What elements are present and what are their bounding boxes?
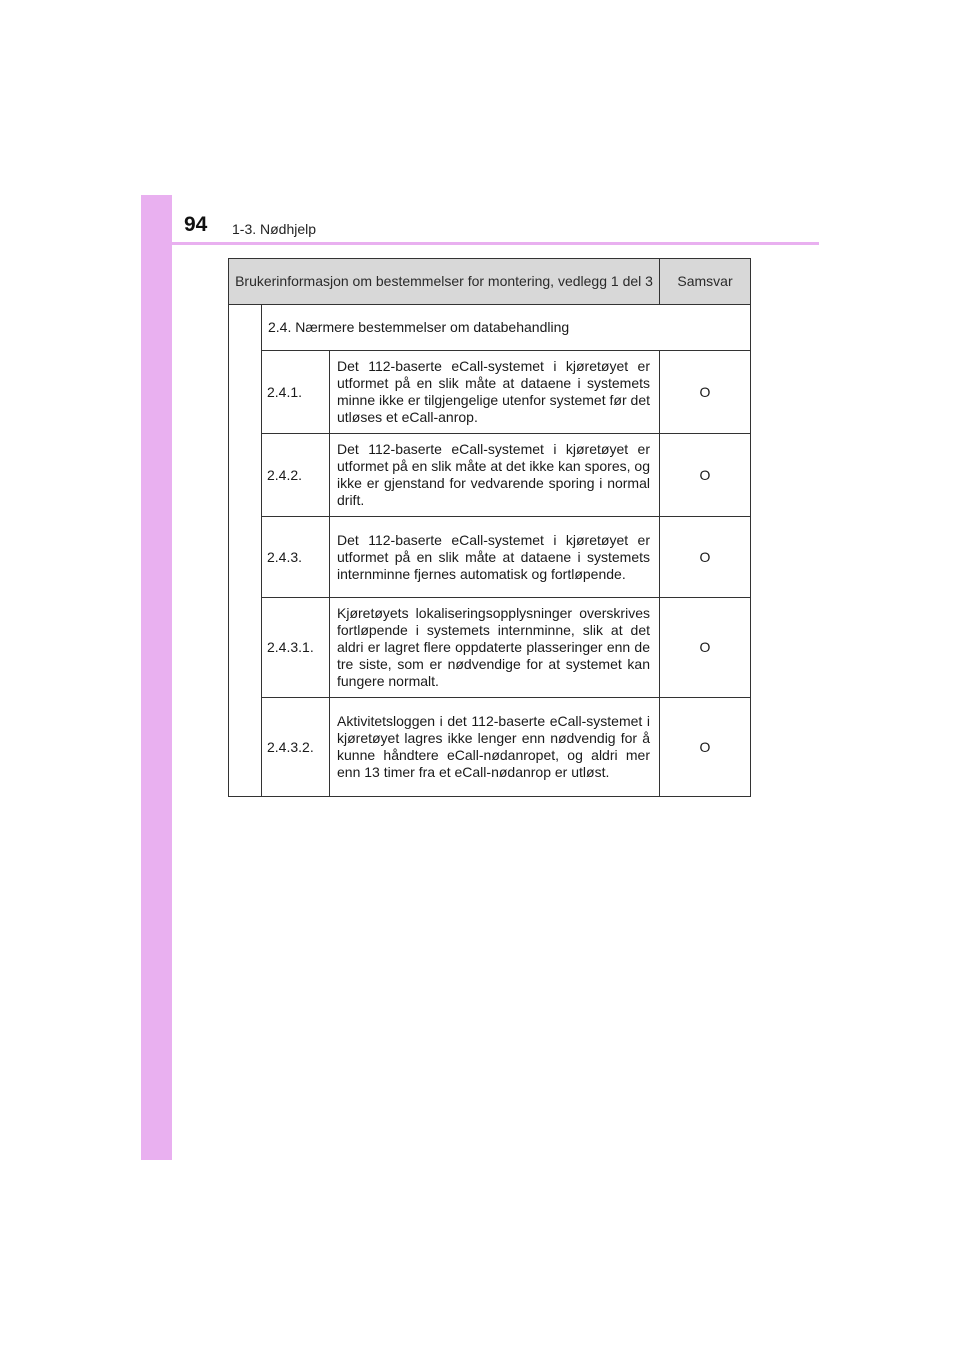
table-header-row [229,259,751,305]
table-row [229,698,751,797]
header-rule [141,242,819,245]
row-number: 2.4.3.1. [262,598,330,698]
indent-cell [229,305,262,797]
row-number: 2.4.3. [262,517,330,598]
row-status: O [660,698,751,797]
row-status: O [660,434,751,517]
row-text: Det 112-baserte eCall-systemet i kjøretøyet er utformet på en slik måte at dataene i systemets minne ikke er tilgjengelige utenfor systemet før det utløses et eCall-anrop. [330,351,660,434]
row-text: Det 112-baserte eCall-systemet i kjøretøyet er utformet på en slik måte at dataene i systemets internminne fjernes automatisk og fortløpende. [330,517,660,598]
table-row [229,598,751,698]
subsection-heading: 2.4. Nærmere bestemmelser om databehandling [262,305,751,351]
table-row [229,434,751,517]
row-number: 2.4.1. [262,351,330,434]
row-number: 2.4.3.2. [262,698,330,797]
row-text: Kjøretøyets lokaliseringsopplysninger overskrives fortløpende i systemets internminne, slik at det aldri er lagret flere oppdaterte plasseringer enn de tre siste, som er nødvendige for at systemet kan fungere normalt. [330,598,660,698]
table-header-main: Brukerinformasjon om bestemmelser for montering, vedlegg 1 del 3 [229,259,660,305]
row-text: Aktivitetsloggen i det 112-baserte eCall-systemet i kjøretøyet lagres ikke lenger enn nødvendig for å kunne håndtere eCall-nødanropet, og aldri mer enn 13 timer fra et eCall-nødanrop er utløst. [330,698,660,797]
row-status: O [660,351,751,434]
table-row [229,517,751,598]
specification-table [228,258,751,797]
section-title: 1-3. Nødhjelp [232,221,317,237]
row-number: 2.4.2. [262,434,330,517]
table-header-status: Samsvar [660,259,751,305]
page-number: 94 [184,213,208,236]
row-text: Det 112-baserte eCall-systemet i kjøretøyet er utformet på en slik måte at det ikke kan spores, og ikke er gjenstand for vedvarende sporing i normal drift. [330,434,660,517]
table-row [229,351,751,434]
row-status: O [660,517,751,598]
row-status: O [660,598,751,698]
subsection-row [229,305,751,351]
side-color-bar [141,195,172,1160]
